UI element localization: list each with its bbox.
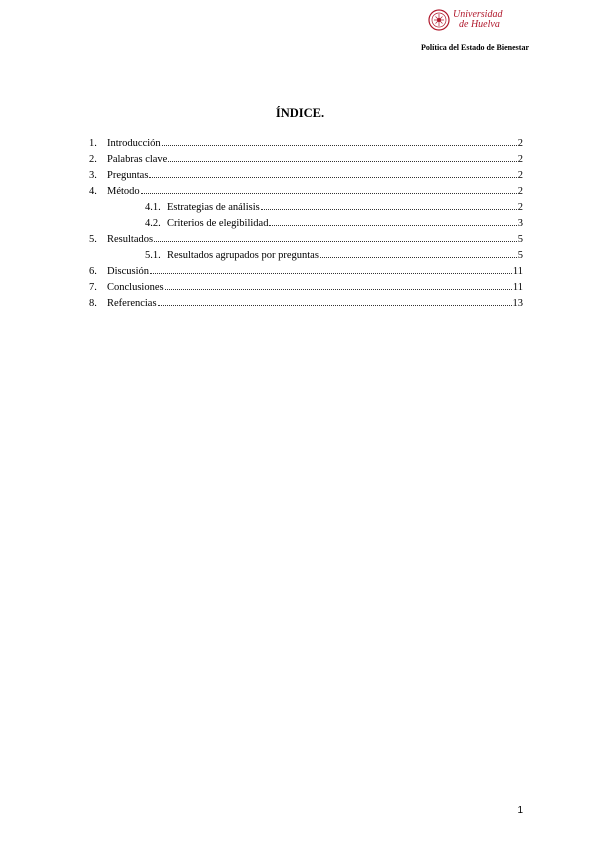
toc-leader-dots (261, 209, 517, 210)
toc-entry-number: 5.1. (145, 250, 161, 261)
toc-entry-label: Estrategias de análisis (167, 202, 260, 213)
toc-entry-page: 5 (517, 250, 523, 261)
table-of-contents (89, 136, 523, 312)
toc-entry-label: Discusión (107, 266, 149, 277)
toc-entry-page: 2 (517, 202, 523, 213)
toc-entry-conclusiones[interactable] (89, 280, 523, 296)
toc-entry-label: Criterios de elegibilidad (167, 218, 269, 229)
toc-entry-number: 4.1. (145, 202, 161, 213)
toc-entry-palabras-clave[interactable] (89, 152, 523, 168)
toc-leader-dots (320, 257, 517, 258)
toc-leader-dots (168, 161, 516, 162)
logo-line-2: de Huelva (459, 19, 500, 30)
toc-leader-dots (162, 145, 517, 146)
toc-entry-label: Método (107, 186, 140, 197)
toc-leader-dots (141, 193, 517, 194)
toc-entry-page: 2 (517, 138, 523, 149)
toc-entry-page: 2 (517, 154, 523, 165)
toc-leader-dots (154, 241, 517, 242)
toc-entry-label: Resultados (107, 234, 154, 245)
toc-entry-referencias[interactable] (89, 296, 523, 312)
toc-entry-label: Palabras clave (107, 154, 168, 165)
toc-entry-criterios-de-elegibilidad[interactable] (89, 216, 523, 232)
logo-text (453, 10, 502, 30)
toc-entry-resultados[interactable] (89, 232, 523, 248)
toc-entry-page: 11 (512, 266, 523, 277)
toc-leader-dots (165, 289, 512, 290)
toc-entry-number: 8. (89, 298, 97, 309)
toc-entry-number: 4. (89, 186, 97, 197)
toc-entry-label: Conclusiones (107, 282, 164, 293)
toc-entry-number: 7. (89, 282, 97, 293)
toc-entry-page: 13 (512, 298, 523, 309)
toc-entry-introduccion[interactable] (89, 136, 523, 152)
toc-entry-number: 1. (89, 138, 97, 149)
toc-entry-resultados-agrupados[interactable] (89, 248, 523, 264)
toc-entry-page: 2 (517, 170, 523, 181)
toc-title: ÍNDICE. (275, 106, 325, 120)
toc-entry-label: Introducción (107, 138, 161, 149)
toc-entry-page: 3 (517, 218, 523, 229)
toc-leader-dots (158, 305, 512, 306)
toc-entry-number: 2. (89, 154, 97, 165)
toc-leader-dots (269, 225, 516, 226)
running-header-title: Política del Estado de Bienestar (421, 43, 529, 52)
toc-entry-number: 4.2. (145, 218, 161, 229)
toc-entry-page: 5 (517, 234, 523, 245)
toc-entry-number: 6. (89, 266, 97, 277)
toc-entry-page: 2 (517, 186, 523, 197)
toc-entry-label: Referencias (107, 298, 157, 309)
toc-entry-preguntas[interactable] (89, 168, 523, 184)
toc-entry-estrategias-de-analisis[interactable] (89, 200, 523, 216)
university-seal-icon (428, 9, 450, 31)
toc-leader-dots (149, 177, 516, 178)
toc-entry-page: 11 (512, 282, 523, 293)
toc-leader-dots (150, 273, 512, 274)
toc-entry-discusion[interactable] (89, 264, 523, 280)
university-logo (428, 7, 508, 33)
logo-line-1: Universidad (453, 9, 503, 20)
page-number: 1 (517, 805, 523, 816)
toc-entry-number: 3. (89, 170, 97, 181)
toc-entry-label: Resultados agrupados por preguntas (167, 250, 319, 261)
toc-entry-metodo[interactable] (89, 184, 523, 200)
toc-entry-number: 5. (89, 234, 97, 245)
toc-entry-label: Preguntas (107, 170, 149, 181)
